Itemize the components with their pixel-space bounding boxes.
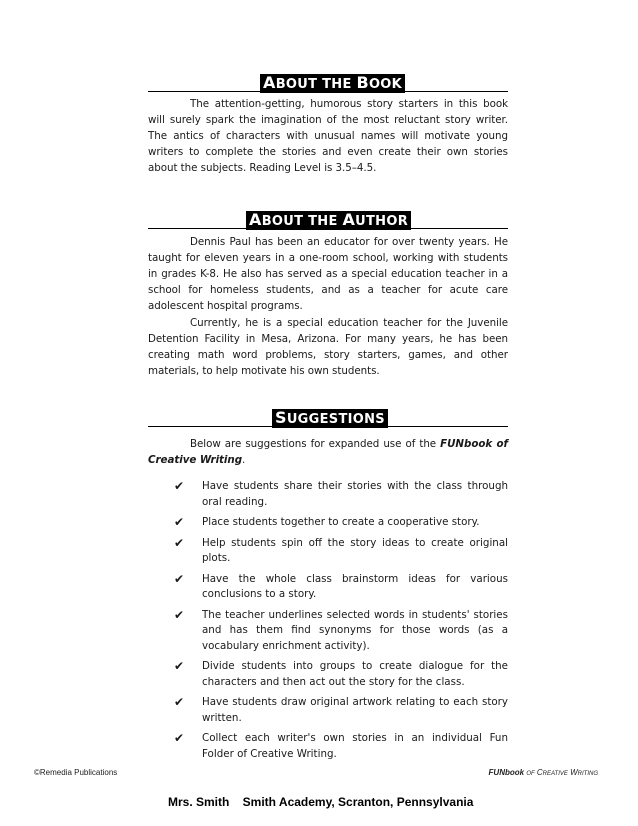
about-book-paragraph: The attention-getting, humorous story starters in this book will surely spark the imagination of the most reluctant story writer. The antics of characters with unusual names will motivate young writers to complete the stories and even create their own stories about the subjects. Reading Level is 3.5–4.5. bbox=[148, 98, 508, 174]
checkmark-icon: ✔ bbox=[174, 607, 185, 622]
list-item: ✔ The teacher underlines selected words in students' stories and has them find synonyms for those words (as a vocabulary enrichment activity). bbox=[174, 607, 508, 652]
suggestions-intro: Below are suggestions for expanded use of the FUNbook of Creative Writing. bbox=[148, 438, 508, 466]
checkmark-icon: ✔ bbox=[174, 479, 185, 493]
footer-book-title: FUNbook of Creative Writing bbox=[488, 768, 598, 777]
about-book-title: ABOUT THE BOOK bbox=[260, 74, 405, 93]
suggestions-heading bbox=[148, 408, 508, 427]
suggestions-title: SUGGESTIONS bbox=[272, 409, 388, 428]
list-item: ✔ Have the whole class brainstorm ideas for various conclusions to a story. bbox=[174, 571, 508, 600]
book-title-emphasis: FUNbook of Creative Writing bbox=[148, 438, 508, 466]
footer-publisher: ©Remedia Publications bbox=[34, 768, 118, 777]
about-author-paragraph-1: Dennis Paul has been an educator for over twenty years. He taught for eleven years in a one-room school, working with students in grades K-8. He also has served as a special education teacher in a school for homeless students, and as a teacher for acute care adolescent hospital programs. bbox=[148, 236, 508, 312]
suggestions-list bbox=[148, 479, 508, 767]
list-item: ✔ Collect each writer's own stories in an individual Fun Folder of Creative Writing. bbox=[174, 731, 508, 760]
checkmark-icon: ✔ bbox=[174, 695, 185, 709]
about-author-paragraph-2: Currently, he is a special education teacher for the Juvenile Detention Facility in Mesa, Arizona. For many years, he has been creating math word problems, story starters, games, and other materials, to help motivate his own students. bbox=[148, 317, 508, 377]
list-item: ✔ Help students spin off the story ideas to create original plots. bbox=[174, 535, 508, 564]
about-author-title: ABOUT THE AUTHOR bbox=[246, 211, 411, 230]
list-item: ✔ Divide students into groups to create dialogue for the characters and then act out the story for the class. bbox=[174, 659, 508, 688]
checkmark-icon: ✔ bbox=[174, 571, 185, 586]
list-item: ✔ Place students together to create a cooperative story. bbox=[174, 515, 480, 529]
list-item: ✔ Have students draw original artwork relating to each story written. bbox=[174, 695, 508, 724]
checkmark-icon: ✔ bbox=[174, 535, 185, 550]
signature-line: Mrs. Smith Smith Academy, Scranton, Pennsylvania bbox=[168, 795, 474, 809]
about-book-heading bbox=[148, 73, 508, 92]
checkmark-icon: ✔ bbox=[174, 515, 185, 529]
list-item: ✔ Have students share their stories with the class through oral reading. bbox=[174, 479, 508, 508]
checkmark-icon: ✔ bbox=[174, 731, 185, 745]
about-author-heading bbox=[148, 210, 508, 229]
checkmark-icon: ✔ bbox=[174, 659, 185, 673]
